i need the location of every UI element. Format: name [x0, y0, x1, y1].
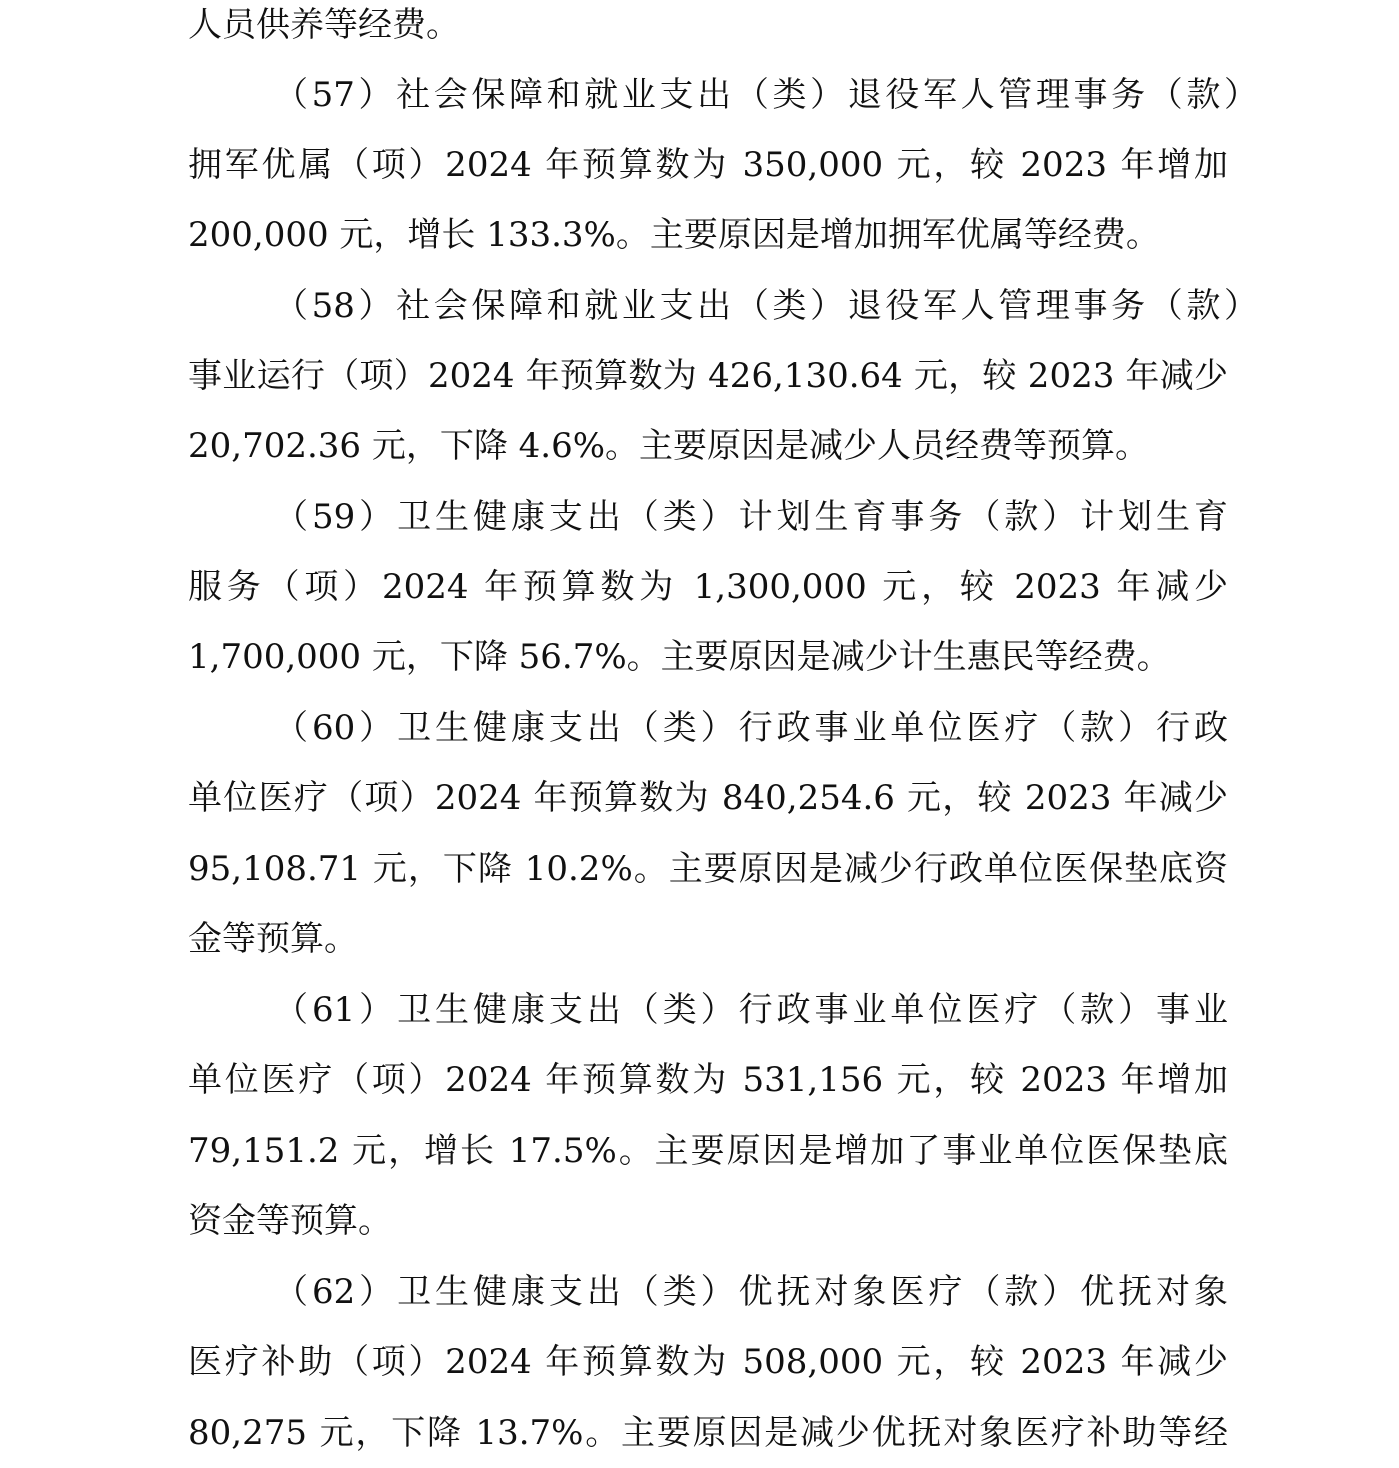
- paragraph-62-line-3: 80,275 元，下降 13.7%。主要原因是减少优抚对象医疗补助等经: [188, 1413, 1228, 1453]
- paragraph-61-line-4: 资金等预算。: [188, 1201, 392, 1241]
- paragraph-59-line-2: 服务（项）2024 年预算数为 1,300,000 元，较 2023 年减少: [188, 567, 1228, 607]
- paragraph-61-line-3: 79,151.2 元，增长 17.5%。主要原因是增加了事业单位医保垫底: [188, 1131, 1228, 1171]
- paragraph-60-line-2: 单位医疗（项）2024 年预算数为 840,254.6 元，较 2023 年减少: [188, 778, 1228, 818]
- paragraph-60-line-1: （60）卫生健康支出（类）行政事业单位医疗（款）行政: [274, 708, 1228, 748]
- paragraph-59-line-3: 1,700,000 元，下降 56.7%。主要原因是减少计生惠民等经费。: [188, 637, 1171, 677]
- paragraph-60-line-3: 95,108.71 元，下降 10.2%。主要原因是减少行政单位医保垫底资: [188, 849, 1228, 889]
- text-line: 人员供养等经费。: [188, 5, 460, 45]
- paragraph-61-line-2: 单位医疗（项）2024 年预算数为 531,156 元，较 2023 年增加: [188, 1060, 1228, 1100]
- paragraph-57-line-1: （57）社会保障和就业支出（类）退役军人管理事务（款）: [274, 75, 1258, 115]
- paragraph-57-line-3: 200,000 元，增长 133.3%。主要原因是增加拥军优属等经费。: [188, 215, 1160, 255]
- paragraph-62-line-1: （62）卫生健康支出（类）优抚对象医疗（款）优抚对象: [274, 1272, 1228, 1312]
- paragraph-58-line-3: 20,702.36 元，下降 4.6%。主要原因是减少人员经费等预算。: [188, 426, 1150, 466]
- paragraph-57-line-2: 拥军优属（项）2024 年预算数为 350,000 元，较 2023 年增加: [188, 145, 1228, 185]
- paragraph-61-line-1: （61）卫生健康支出（类）行政事业单位医疗（款）事业: [274, 990, 1228, 1030]
- paragraph-59-line-1: （59）卫生健康支出（类）计划生育事务（款）计划生育: [274, 497, 1228, 537]
- paragraph-62-line-2: 医疗补助（项）2024 年预算数为 508,000 元，较 2023 年减少: [188, 1342, 1228, 1382]
- paragraph-60-line-4: 金等预算。: [188, 919, 358, 959]
- paragraph-58-line-1: （58）社会保障和就业支出（类）退役军人管理事务（款）: [274, 286, 1258, 326]
- paragraph-58-line-2: 事业运行（项）2024 年预算数为 426,130.64 元，较 2023 年减少: [188, 356, 1228, 396]
